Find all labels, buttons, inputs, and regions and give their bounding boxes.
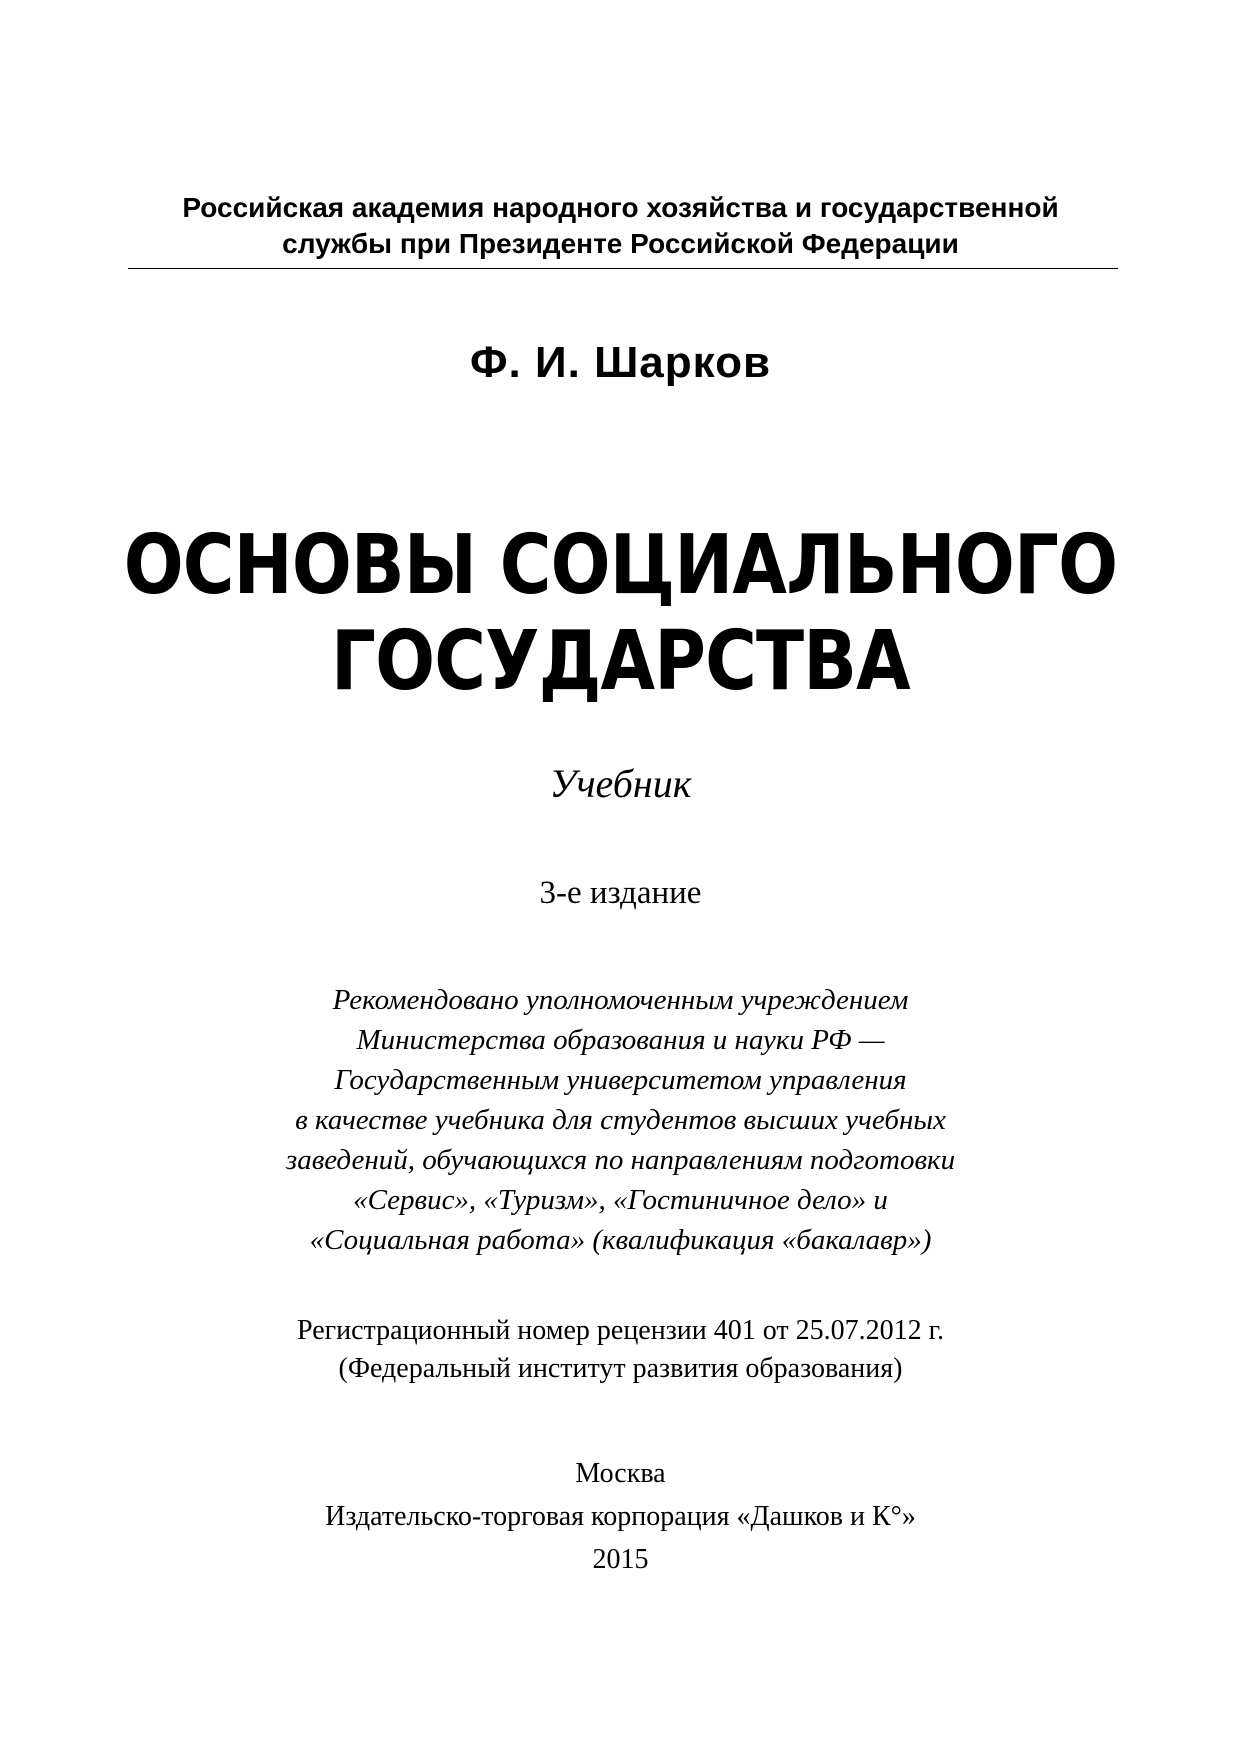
institution-line-1: Российская академия народного хозяйства и государственной: [182, 192, 1059, 223]
imprint-year: 2015: [592, 1544, 649, 1575]
book-type: Учебник: [549, 761, 692, 806]
author-name: Ф. И. Шарков: [469, 338, 771, 387]
recommendation-line: Рекомендовано уполномоченным учреждением: [332, 984, 909, 1016]
review-registration: [0, 1312, 1241, 1388]
imprint: [0, 1452, 1241, 1581]
recommendation-line: заведений, обучающихся по направлениям подготовки: [285, 1144, 956, 1176]
recommendation-line: в качестве учебника для студентов высших учебных: [295, 1104, 946, 1136]
review-number: Регистрационный номер рецензии 401 от 25.07.2012 г.: [297, 1315, 944, 1346]
institution-line-2: службы при Президенте Российской Федерации: [282, 228, 959, 259]
review-institute: (Федеральный институт развития образования): [338, 1353, 903, 1384]
recommendation-line: Министерства образования и науки РФ —: [356, 1024, 885, 1056]
header-divider: [128, 268, 1118, 269]
book-title-line-1: ОСНОВЫ СОЦИАЛЬНОГО: [123, 518, 1118, 613]
edition: 3-е издание: [539, 875, 702, 911]
book-title-line-2: ГОСУДАРСТВА: [331, 614, 910, 709]
institution-name: [0, 190, 1241, 262]
recommendation-line: «Социальная работа» (квалификация «бакалавр»): [309, 1224, 932, 1256]
recommendation-line: «Сервис», «Туризм», «Гостиничное дело» и: [353, 1184, 888, 1216]
recommendation-text: [0, 980, 1241, 1260]
recommendation-line: Государственным университетом управления: [334, 1064, 907, 1096]
book-title: [87, 518, 1154, 710]
imprint-city: Москва: [575, 1458, 666, 1489]
imprint-publisher: Издательско-торговая корпорация «Дашков и К°»: [325, 1501, 916, 1532]
